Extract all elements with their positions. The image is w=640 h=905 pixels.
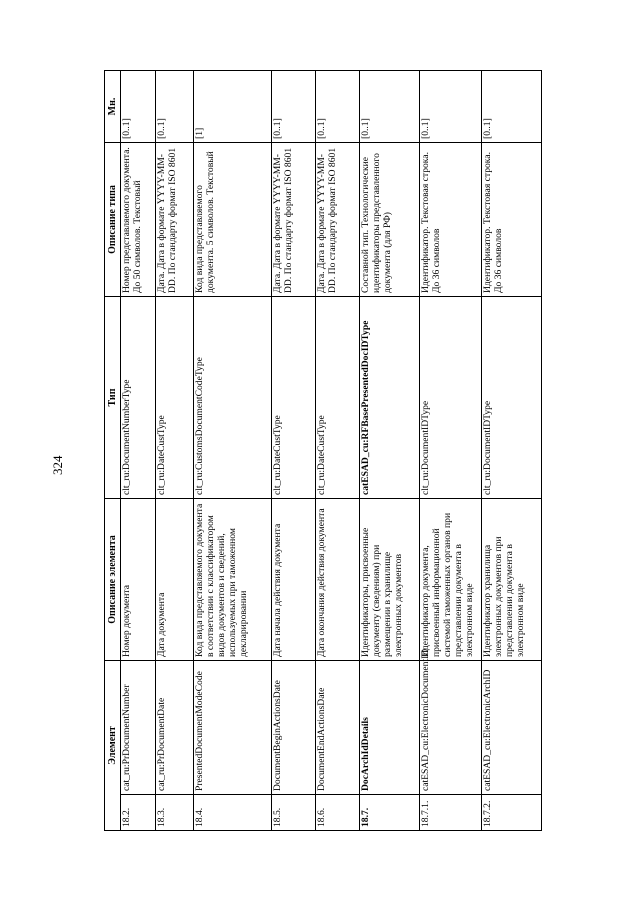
table-row bbox=[121, 71, 156, 831]
multiplicity: [0..1] bbox=[482, 71, 542, 143]
element-description: Код вида представляемого документа в соответствии с классификатором видов документов и сведений, используемых при таможенном декларировании bbox=[194, 499, 272, 661]
element-type: clt_ru:DocumentNumberType bbox=[121, 297, 156, 499]
element-type: clt_ru:CustomsDocumentCodeType bbox=[194, 297, 272, 499]
element-name: catESAD_cu:ElectronicArchID bbox=[482, 661, 542, 795]
multiplicity: [0..1] bbox=[272, 71, 316, 143]
element-type: clt_ru:DateCustType bbox=[156, 297, 194, 499]
element-description: Идентификатор документа, присвоенный информационной системой таможенных органов при представлении документа в электронном виде bbox=[420, 499, 482, 661]
table-row bbox=[482, 71, 542, 831]
element-name: cat_ru:PrDocumentDate bbox=[156, 661, 194, 795]
element-type: clt_ru:DocumentIDType bbox=[420, 297, 482, 499]
type-description: Идентификатор. Текстовая строка. До 36 символов bbox=[482, 143, 542, 297]
type-description: Номер представляемого документа. До 50 символов. Текстовый bbox=[121, 143, 156, 297]
header-type: Тип bbox=[105, 297, 121, 499]
element-description: Дата начала действия документа bbox=[272, 499, 316, 661]
type-description: Дата. Дата в формате YYYY-MM-DD. По стандарту формат ISO 8601 bbox=[272, 143, 316, 297]
table-row bbox=[272, 71, 316, 831]
element-type: clt_ru:DateCustType bbox=[272, 297, 316, 499]
elements-table bbox=[104, 70, 542, 831]
multiplicity: [0..1] bbox=[156, 71, 194, 143]
page-number: 324 bbox=[50, 455, 65, 475]
element-description: Дата окончания действия документа bbox=[316, 499, 360, 661]
element-type: catESAD_cu:RFBasePresentedDocIDType bbox=[360, 297, 420, 499]
row-number: 18.3. bbox=[156, 795, 194, 831]
element-description: Идентификатор хранилища электронных документов при представлении документа в электронном виде bbox=[482, 499, 542, 661]
multiplicity: [0..1] bbox=[360, 71, 420, 143]
element-name: DocumentBeginActionsDate bbox=[272, 661, 316, 795]
multiplicity: [0..1] bbox=[316, 71, 360, 143]
row-number: 18.2. bbox=[121, 795, 156, 831]
type-description: Код вида представляемого документа. 5 символов. Текстовый bbox=[194, 143, 272, 297]
table-row bbox=[316, 71, 360, 831]
type-description: Дата. Дата в формате YYYY-MM-DD. По стандарту формат ISO 8601 bbox=[316, 143, 360, 297]
row-number: 18.5. bbox=[272, 795, 316, 831]
element-description: Идентификаторы, присвоенные документу (сведениям) при размещении в хранилище электронных документов bbox=[360, 499, 420, 661]
element-description: Номер документа bbox=[121, 499, 156, 661]
rotated-page bbox=[50, 71, 640, 831]
header-element-desc: Описание элемента bbox=[105, 499, 121, 661]
row-number: 18.7.1. bbox=[420, 795, 482, 831]
header-mult: Мн. bbox=[105, 71, 121, 143]
row-number: 18.7. bbox=[360, 795, 420, 831]
table-row bbox=[156, 71, 194, 831]
element-description: Дата документа bbox=[156, 499, 194, 661]
multiplicity: [0..1] bbox=[121, 71, 156, 143]
element-name: DocumentEndActionsDate bbox=[316, 661, 360, 795]
type-description: Дата. Дата в формате YYYY-MM-DD. По стандарту формат ISO 8601 bbox=[156, 143, 194, 297]
row-number: 18.4. bbox=[194, 795, 272, 831]
type-description: Составной тип. Технологические идентификаторы представленного документа (для РФ) bbox=[360, 143, 420, 297]
header-type-desc: Описание типа bbox=[105, 143, 121, 297]
table-row bbox=[360, 71, 420, 831]
row-number: 18.7.2. bbox=[482, 795, 542, 831]
table-header-row bbox=[105, 71, 121, 831]
element-name: DocArchIdDetails bbox=[360, 661, 420, 795]
row-number: 18.6. bbox=[316, 795, 360, 831]
table-row bbox=[420, 71, 482, 831]
multiplicity: [0..1] bbox=[420, 71, 482, 143]
element-type: clt_ru:DateCustType bbox=[316, 297, 360, 499]
table-row bbox=[194, 71, 272, 831]
multiplicity: [1] bbox=[194, 71, 272, 143]
element-name: cat_ru:PrDocumentNumber bbox=[121, 661, 156, 795]
header-element: Элемент bbox=[105, 661, 121, 831]
type-description: Идентификатор. Текстовая строка. До 36 символов bbox=[420, 143, 482, 297]
element-name: catESAD_cu:ElectronicDocumentID bbox=[420, 661, 482, 795]
element-name: PresentedDocumentModeCode bbox=[194, 661, 272, 795]
element-type: clt_ru:DocumentIDType bbox=[482, 297, 542, 499]
